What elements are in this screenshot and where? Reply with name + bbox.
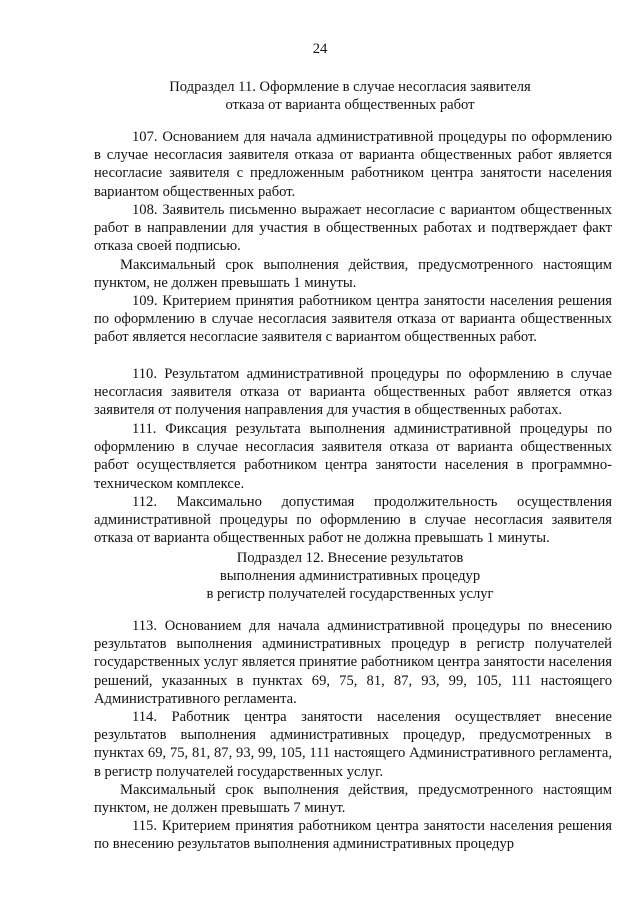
subsection-11-title-line-1: Подраздел 11. Оформление в случае несогласия заявителя <box>169 79 531 95</box>
paragraph-108: 108. Заявитель письменно выражает несогласие с вариантом общественных работ в направлении для участия в общественных работах и подтверждает факт отказа своей подписью. <box>94 202 612 255</box>
paragraph-114-time-limit: Максимальный срок выполнения действия, предусмотренного настоящим пунктом, не должен превышать 7 минут. <box>94 782 612 817</box>
paragraph-107: 107. Основанием для начала административной процедуры по оформлению в случае несогласия заявителя отказа от варианта общественных работ является несогласие заявителя с предложенным работником центра занятости населения вариантом общественных работ. <box>94 129 612 200</box>
paragraph-109: 109. Критерием принятия работником центра занятости населения решения по оформлению в случае несогласия заявителя отказа от варианта общественных работ является несогласие заявителя с вариантом общественных работ. <box>94 293 612 346</box>
subsection-11-title-line-2: отказа от варианта общественных работ <box>225 97 475 113</box>
subsection-12-title-line-1: Подраздел 12. Внесение результатов <box>236 550 464 566</box>
paragraph-114: 114. Работник центра занятости населения осуществляет внесение результатов выполнения административных процедур, предусмотренных в пунктах 69, 75, 81, 87, 93, 99, 105, 111 настоящего Административного регламента, в регистр получателей государственных услуг. <box>94 709 612 780</box>
paragraph-110: 110. Результатом административной процедуры по оформлению в случае несогласия заявителя отказа от варианта общественных работ является отказ заявителя от получения направления для участия в общественных работах. <box>94 366 612 419</box>
paragraph-113: 113. Основанием для начала административной процедуры по внесению результатов выполнения административных процедур в регистр получателей государственных услуг является принятие работником центра занятости населения решений, указанных в пунктах 69, 75, 81, 87, 93, 99, 105, 111 настоящего Административного регламента. <box>94 618 612 707</box>
paragraph-115: 115. Критерием принятия работником центра занятости населения решения по внесению результатов выполнения административных процедур <box>94 818 612 853</box>
page-number: 24 <box>312 41 328 57</box>
paragraph-112: 112. Максимально допустимая продолжительность осуществления административной процедуры по оформлению в случае несогласия заявителя отказа от варианта общественных работ не должна превышать 1 минуты. <box>94 494 612 547</box>
paragraph-108-time-limit: Максимальный срок выполнения действия, предусмотренного настоящим пунктом, не должен превышать 1 минуты. <box>94 257 612 292</box>
paragraph-111: 111. Фиксация результата выполнения административной процедуры по оформлению в случае несогласия заявителя отказа от варианта общественных работ осуществляется работником центра занятости населения в программно-техническом комплексе. <box>94 421 612 492</box>
subsection-12-title-line-2: выполнения административных процедур <box>219 568 481 584</box>
subsection-12-title-line-3: в регистр получателей государственных услуг <box>206 586 494 602</box>
